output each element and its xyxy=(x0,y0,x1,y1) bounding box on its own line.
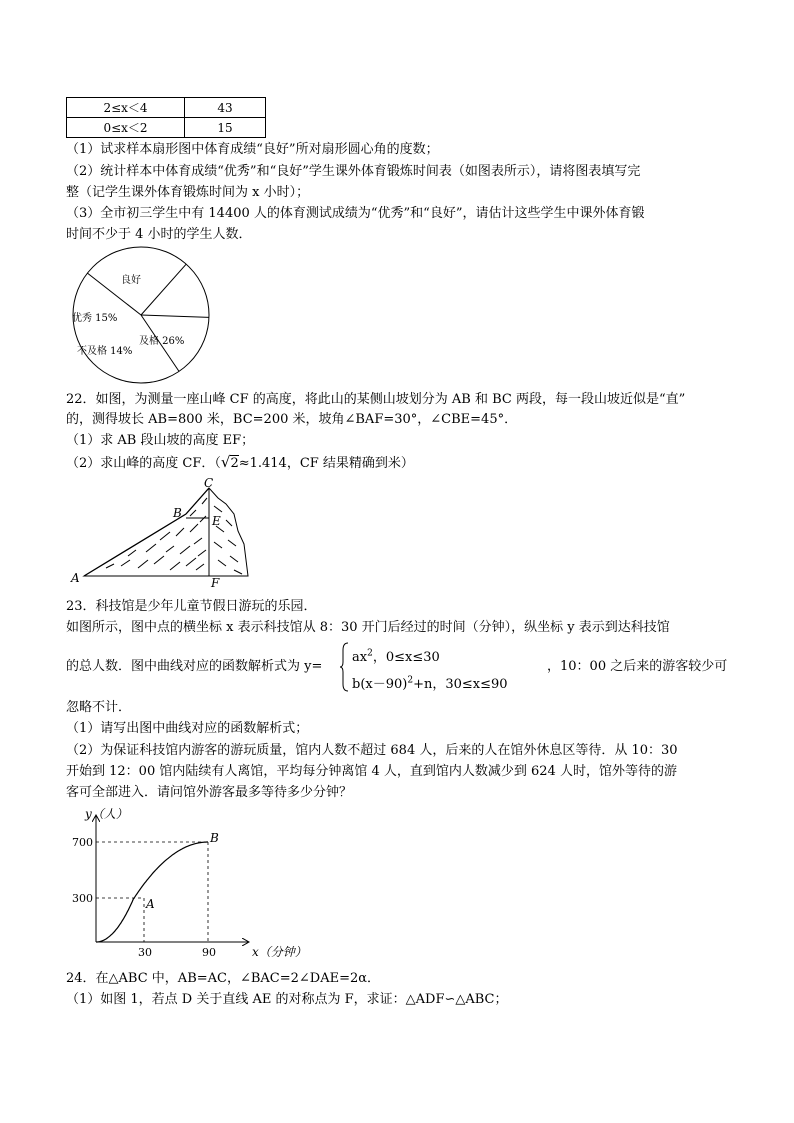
q22-part2-prefix: （2）求山峰的高度 CF．（ xyxy=(66,456,221,471)
case2-exponent: 2 xyxy=(407,675,414,686)
case2-expr: b(x－90) xyxy=(352,677,408,692)
q22-part1: （1）求 AB 段山坡的高度 EF； xyxy=(66,433,255,448)
table-cell-range: 0≤x＜2 xyxy=(67,118,185,138)
q23-part2-line2: 开始到 12：00 馆内陆续有人离馆，平均每分钟离馆 4 人，直到馆内人数减少到 624 人时，馆外等待的游 xyxy=(66,764,677,779)
q23-stem-line1: 23．科技馆是少年儿童节假日游玩的乐园． xyxy=(66,599,317,614)
q24-part1: （1）如图 1，若点 D 关于直线 AE 的对称点为 F，求证：△ADF∽△ABC； xyxy=(66,992,508,1007)
piecewise-case2 xyxy=(352,673,508,692)
slope-ab xyxy=(84,514,186,576)
y-tick-300: 300 xyxy=(72,892,93,905)
point-label-b: B xyxy=(173,506,182,520)
case1-expr: ax xyxy=(352,650,368,665)
mountain-diagram xyxy=(66,476,256,588)
q21-part2-line2: 整（记学生课外体育锻炼时间为 x 小时）； xyxy=(66,185,310,200)
pie-boundary-fail-pass xyxy=(141,315,209,317)
q22-stem-line1: 22．如图，为测量一座山峰 CF 的高度，将此山的某侧山坡划分为 AB 和 BC 两段，每一段山坡近似是“直” xyxy=(66,392,686,407)
visitor-count-graph xyxy=(66,804,316,962)
piecewise-case1 xyxy=(352,646,440,665)
slope-bc xyxy=(186,488,209,514)
table-row xyxy=(67,118,266,138)
point-label-f: F xyxy=(211,576,220,588)
case2-condition: +n，30≤x≤90 xyxy=(413,677,508,692)
q21-part3-line1: （3）全市初三学生中有 14400 人的体育测试成绩为“优秀”和“良好”，请估计这些学生中课外体育锻 xyxy=(66,206,645,221)
q24-stem: 24．在△ABC 中，AB=AC，∠BAC=2∠DAE=2α． xyxy=(66,971,381,986)
q23-stem-line2: 如图所示，图中点的横坐标 x 表示科技馆从 8：30 开门后经过的时间（分钟），纵坐标 y 表示到达科技馆 xyxy=(66,620,670,635)
point-label-c: C xyxy=(204,476,214,490)
sqrt-symbol: √ xyxy=(220,453,231,471)
sqrt-radicand: 2 xyxy=(230,456,239,471)
q23-stem-line3-suffix: ，10：00 之后来的游客较少可 xyxy=(547,659,728,674)
q23-stem-line4: 忽略不计． xyxy=(66,700,132,715)
x-axis-label: x（分钟） xyxy=(252,945,307,959)
q23-stem-line3-prefix: 的总人数．图中曲线对应的函数解析式为 y= xyxy=(66,659,323,674)
y-axis-label: y（人） xyxy=(85,807,128,821)
pie-boundary-pass-good xyxy=(141,264,186,315)
q22-part2-suffix: ≈1.414，CF 结果精确到米） xyxy=(238,456,414,471)
q23-part1: （1）请写出图中曲线对应的函数解析式； xyxy=(66,721,309,736)
pie-label-fail: 不及格 14% xyxy=(77,346,133,357)
x-tick-90: 90 xyxy=(202,946,216,959)
point-label-a: A xyxy=(71,571,80,585)
point-label-a: A xyxy=(146,897,155,911)
q21-part3-line2: 时间不少于 4 小时的学生人数． xyxy=(66,227,252,242)
point-label-b: B xyxy=(210,831,219,845)
q21-part1: （1）试求样本扇形图中体育成绩“良好”所对扇形圆心角的度数； xyxy=(66,142,439,157)
case1-condition: ，0≤x≤30 xyxy=(372,650,440,665)
visitor-curve xyxy=(96,842,208,942)
q22-stem-line2: 的，测得坡长 AB=800 米，BC=200 米，坡角∠BAF=30°，∠CBE=45°． xyxy=(66,412,518,427)
case1-exponent: 2 xyxy=(367,648,373,659)
pie-label-excellent: 优秀 15% xyxy=(72,313,118,324)
table-row xyxy=(67,98,266,118)
pie-label-pass: 及格 26% xyxy=(139,336,185,347)
piecewise-brace xyxy=(340,642,349,692)
grade-pie-chart xyxy=(66,244,216,386)
q22-part2 xyxy=(66,453,414,473)
q23-part2-line1: （2）为保证科技馆内游客的游玩质量，馆内人数不超过 684 人，后来的人在馆外休息区等待．从 10：30 xyxy=(66,743,678,758)
x-tick-30: 30 xyxy=(138,946,152,959)
y-tick-700: 700 xyxy=(72,836,93,849)
q23-part2-line3: 客可全部进入．请问馆外游客最多等待多少分钟？ xyxy=(66,785,353,800)
point-label-e: E xyxy=(212,514,221,528)
table-cell-count: 43 xyxy=(185,98,266,118)
pie-label-good: 良好 xyxy=(121,275,141,286)
q21-part2-line1: （2）统计样本中体育成绩“优秀”和“良好”学生课外体育锻炼时间表（如图表所示），请将图表填写完 xyxy=(66,164,641,179)
exercise-time-table xyxy=(66,97,266,138)
table-cell-range: 2≤x＜4 xyxy=(67,98,185,118)
table-cell-count: 15 xyxy=(185,118,266,138)
